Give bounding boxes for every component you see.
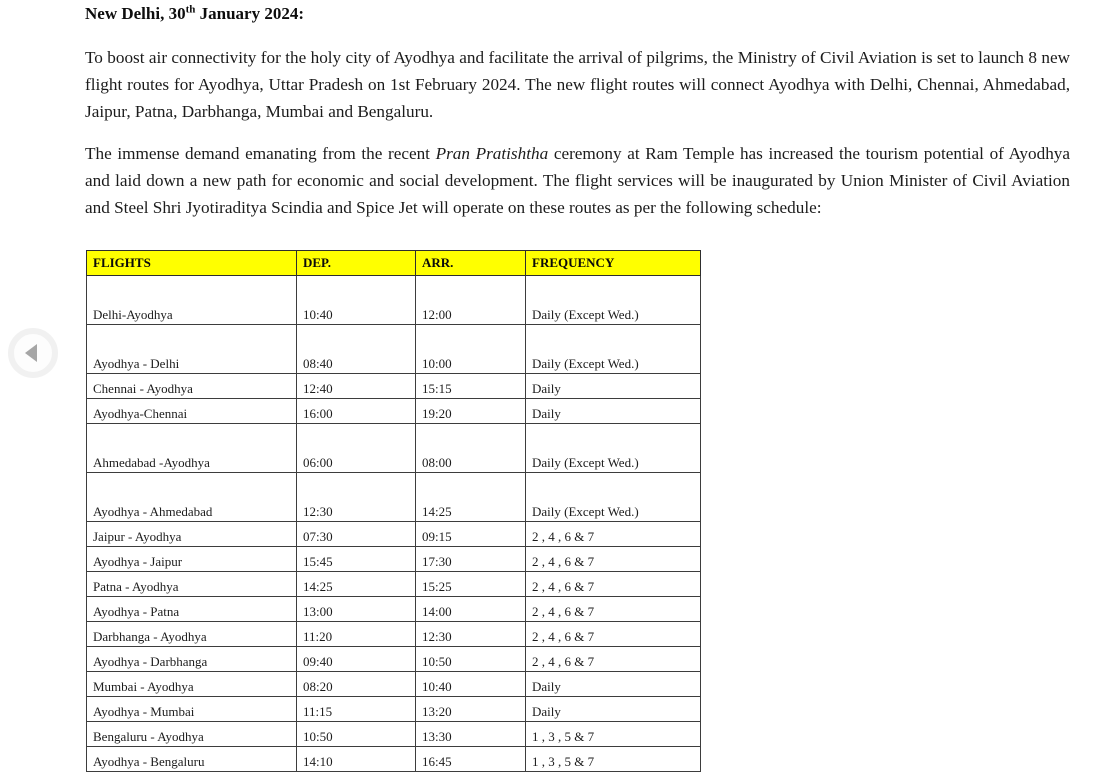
table-row: [87, 722, 701, 747]
column-header-arr: ARR.: [416, 251, 526, 276]
cell-arrival: 16:45: [416, 747, 526, 772]
cell-arrival: 10:40: [416, 672, 526, 697]
cell-flight: Ayodhya - Patna: [87, 597, 297, 622]
cell-frequency: 2 , 4 , 6 & 7: [526, 597, 701, 622]
cell-frequency: 2 , 4 , 6 & 7: [526, 522, 701, 547]
cell-frequency: 2 , 4 , 6 & 7: [526, 572, 701, 597]
paragraph-demand-start: The immense demand emanating from the recent: [85, 144, 436, 163]
cell-frequency: 1 , 3 , 5 & 7: [526, 722, 701, 747]
table-row: [87, 399, 701, 424]
paragraph-demand: [85, 140, 1070, 221]
cell-arrival: 14:00: [416, 597, 526, 622]
cell-flight: Chennai - Ayodhya: [87, 374, 297, 399]
cell-flight: Ayodhya - Mumbai: [87, 697, 297, 722]
flight-schedule-table: [86, 250, 701, 772]
cell-frequency: Daily: [526, 399, 701, 424]
cell-departure: 13:00: [297, 597, 416, 622]
cell-arrival: 13:30: [416, 722, 526, 747]
dateline-text: New Delhi, 30: [85, 4, 186, 23]
cell-arrival: 19:20: [416, 399, 526, 424]
cell-departure: 09:40: [297, 647, 416, 672]
paragraph-announcement: To boost air connectivity for the holy city of Ayodhya and facilitate the arrival of pilgrims, the Ministry of Civil Aviation is set to launch 8 new flight routes for Ayodhya, Uttar Pradesh on 1st February 2024. The new flight routes will connect Ayodhya with Delhi, Chennai, Ahmedabad, Jaipur, Patna, Darbhanga, Mumbai and Bengaluru.: [85, 48, 1070, 121]
cell-frequency: 2 , 4 , 6 & 7: [526, 547, 701, 572]
cell-arrival: 14:25: [416, 473, 526, 522]
cell-arrival: 12:30: [416, 622, 526, 647]
table-row: [87, 747, 701, 772]
cell-departure: 14:10: [297, 747, 416, 772]
cell-arrival: 12:00: [416, 276, 526, 325]
table-row: [87, 522, 701, 547]
dateline-heading: [85, 4, 1070, 24]
cell-arrival: 09:15: [416, 522, 526, 547]
cell-frequency: Daily (Except Wed.): [526, 325, 701, 374]
cell-frequency: Daily: [526, 697, 701, 722]
cell-frequency: Daily (Except Wed.): [526, 473, 701, 522]
cell-arrival: 17:30: [416, 547, 526, 572]
table-row: [87, 547, 701, 572]
cell-arrival: 15:25: [416, 572, 526, 597]
cell-departure: 14:25: [297, 572, 416, 597]
cell-flight: Patna - Ayodhya: [87, 572, 297, 597]
pran-pratishtha-italic: Pran Pratishtha: [435, 144, 549, 163]
document-body: [85, 0, 1070, 221]
paragraph-demand-end: ceremony at Ram Temple has increased the tourism potential of Ayodhya and laid down a new path for economic and social development. The flight services will be inaugurated by Union Minister of Civil Aviation and Steel Shri Jyotiraditya Scindia and Spice Jet will operate on these routes as per the following schedule:: [85, 144, 1071, 217]
previous-page-button[interactable]: [8, 328, 58, 378]
cell-flight: Delhi-Ayodhya: [87, 276, 297, 325]
cell-flight: Ayodhya-Chennai: [87, 399, 297, 424]
cell-frequency: 2 , 4 , 6 & 7: [526, 622, 701, 647]
cell-arrival: 10:50: [416, 647, 526, 672]
cell-arrival: 08:00: [416, 424, 526, 473]
cell-flight: Ayodhya - Delhi: [87, 325, 297, 374]
cell-departure: 06:00: [297, 424, 416, 473]
cell-flight: Jaipur - Ayodhya: [87, 522, 297, 547]
cell-flight: Mumbai - Ayodhya: [87, 672, 297, 697]
dateline-ordinal-suffix: th: [185, 3, 196, 16]
cell-departure: 12:30: [297, 473, 416, 522]
table-row: [87, 597, 701, 622]
column-header-flights: FLIGHTS: [87, 251, 297, 276]
cell-departure: 07:30: [297, 522, 416, 547]
table-row: [87, 647, 701, 672]
cell-departure: 12:40: [297, 374, 416, 399]
column-header-frequency: FREQUENCY: [526, 251, 701, 276]
cell-flight: Ahmedabad -Ayodhya: [87, 424, 297, 473]
cell-departure: 16:00: [297, 399, 416, 424]
cell-flight: Ayodhya - Darbhanga: [87, 647, 297, 672]
cell-departure: 08:20: [297, 672, 416, 697]
cell-flight: Ayodhya - Bengaluru: [87, 747, 297, 772]
cell-flight: Ayodhya - Jaipur: [87, 547, 297, 572]
cell-departure: 08:40: [297, 325, 416, 374]
column-header-dep: DEP.: [297, 251, 416, 276]
cell-departure: 11:15: [297, 697, 416, 722]
table-row: [87, 473, 701, 522]
cell-flight: Bengaluru - Ayodhya: [87, 722, 297, 747]
cell-departure: 10:40: [297, 276, 416, 325]
table-row: [87, 374, 701, 399]
table-row: [87, 697, 701, 722]
cell-frequency: Daily: [526, 374, 701, 399]
table-row: [87, 622, 701, 647]
cell-frequency: Daily: [526, 672, 701, 697]
dateline-text-after: January 2024:: [195, 4, 304, 23]
table-header-row: [87, 251, 701, 276]
table-row: [87, 325, 701, 374]
table-row: [87, 424, 701, 473]
cell-departure: 15:45: [297, 547, 416, 572]
left-arrow-icon: [25, 344, 37, 362]
cell-frequency: 2 , 4 , 6 & 7: [526, 647, 701, 672]
table-row: [87, 672, 701, 697]
cell-frequency: Daily (Except Wed.): [526, 424, 701, 473]
table-row: [87, 276, 701, 325]
cell-arrival: 15:15: [416, 374, 526, 399]
cell-departure: 10:50: [297, 722, 416, 747]
table-row: [87, 572, 701, 597]
cell-flight: Darbhanga - Ayodhya: [87, 622, 297, 647]
cell-flight: Ayodhya - Ahmedabad: [87, 473, 297, 522]
cell-frequency: 1 , 3 , 5 & 7: [526, 747, 701, 772]
cell-frequency: Daily (Except Wed.): [526, 276, 701, 325]
cell-arrival: 10:00: [416, 325, 526, 374]
cell-departure: 11:20: [297, 622, 416, 647]
cell-arrival: 13:20: [416, 697, 526, 722]
